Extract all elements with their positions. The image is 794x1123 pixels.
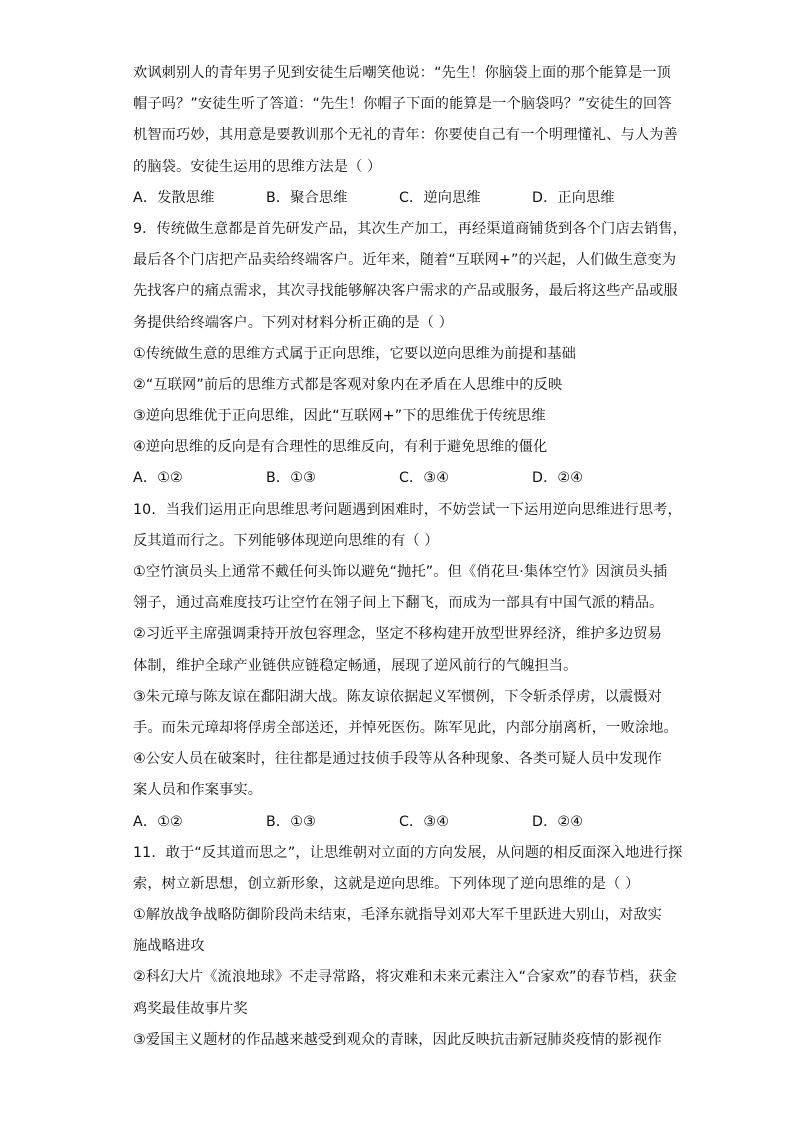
q11-item: 鸡奖最佳故事片奖	[133, 1000, 248, 1017]
q8-option-a: A．发散思维	[133, 189, 215, 206]
q8-option-c: C．逆向思维	[399, 189, 481, 206]
q10-option-c: C．③④	[399, 813, 450, 830]
q11-item: ①解放战争战略防御阶段尚未结束，毛泽东就指导刘邓大军千里跃进大别山，对敌实	[133, 907, 663, 924]
q8-option-b: B．聚合思维	[266, 189, 348, 206]
q9-option-a: A．①②	[133, 470, 183, 487]
q9-stem-line: 务提供给终端客户。下列对材料分析正确的是（ ）	[133, 314, 454, 331]
q10-item: 案人员和作案事实。	[133, 782, 263, 799]
q11-stem-line: 索，树立新思想，创立新形象，这就是逆向思维。下列体现了逆向思维的是（ ）	[133, 875, 640, 892]
q8-text-line: 机智而巧妙，其用意是要教训那个无礼的青年：你要使自己有一个明理懂礼、与人为善	[133, 127, 678, 144]
q11-item: ③爱国主义题材的作品越来越受到观众的青睐，因此反映抗击新冠肺炎疫情的影视作	[133, 1031, 663, 1048]
q9-stem-line: 先找客户的痛点需求，其次寻找能够解决客户需求的产品或服务，最后将这些产品或服	[133, 283, 678, 300]
q10-stem-line: 10．当我们运用正向思维思考问题遇到困难时，不妨尝试一下运用逆向思维进行思考，	[133, 501, 682, 518]
q10-item: 体制，维护全球产业链供应链稳定畅通，展现了逆风前行的气魄担当。	[133, 657, 578, 674]
q8-text-line: 的脑袋。安徒生运用的思维方法是（ ）	[133, 158, 382, 175]
q11-stem-line: 11．敢于“反其道而思之”，让思维朝对立面的方向发展，从问题的相反面深入地进行探	[133, 844, 683, 861]
q10-item: ③朱元璋与陈友谅在鄱阳湖大战。陈友谅依据起义军惯例，下令斩杀俘虏，以震慑对	[133, 688, 663, 705]
q8-text-line: 帽子吗？”安徒生听了答道：“先生！你帽子下面的能算是一个脑袋吗？”安徒生的回答	[133, 96, 672, 113]
q10-item: 翎子，通过高难度技巧让空竹在翎子间上下翻飞，而成为一部具有中国气派的精品。	[133, 595, 664, 612]
exam-page	[133, 58, 688, 1056]
q9-item: ③逆向思维优于正向思维，因此“互联网+”下的思维优于传统思维	[133, 408, 546, 425]
q9-stem-line: 最后各个门店把产品卖给终端客户。近年来，随着“互联网+”的兴起，人们做生意变为	[133, 252, 677, 269]
q10-item: 手。而朱元璋却将俘虏全部送还，并悼死医伤。陈军见此，内部分崩离析，一败涂地。	[133, 719, 678, 736]
q10-option-a: A．①②	[133, 813, 183, 830]
q9-option-b: B．①③	[266, 470, 316, 487]
q9-item: ②“互联网”前后的思维方式都是客观对象内在矛盾在人思维中的反映	[133, 376, 563, 393]
q9-item: ①传统做生意的思维方式属于正向思维，它要以逆向思维为前提和基础	[133, 345, 576, 362]
q9-option-d: D．②④	[532, 470, 584, 487]
q10-item: ①空竹演员头上通常不戴任何头饰以避免“抛托”。但《俏花旦·集体空竹》因演员头插	[133, 564, 668, 580]
q11-item: 施战略进攻	[133, 938, 205, 955]
q10-option-d: D．②④	[532, 813, 584, 830]
q10-stem-line: 反其道而行之。下列能够体现逆向思维的有（ ）	[133, 532, 439, 549]
q9-stem-line: 9．传统做生意都是首先研发产品，其次生产加工，再经渠道商铺货到各个门店去销售，	[133, 220, 688, 237]
q10-option-b: B．①③	[266, 813, 316, 830]
q8-options	[133, 183, 665, 214]
q8-text-line: 欢讽刺别人的青年男子见到安徒生后嘲笑他说：“先生！你脑袋上面的那个能算是一顶	[133, 65, 671, 81]
q10-item: ④公安人员在破案时，往往都是通过技侦手段等从各种现象、各类可疑人员中发现作	[133, 751, 663, 768]
q8-option-d: D．正向思维	[532, 189, 615, 206]
q9-options	[133, 463, 665, 494]
q10-item: ②习近平主席强调秉持开放包容理念，坚定不移构建开放型世界经济，维护多边贸易	[133, 626, 663, 643]
q11-item: ②科幻大片《流浪地球》不走寻常路，将灾难和未来元素注入“合家欢”的春节档，获金	[133, 969, 678, 986]
q9-item: ④逆向思维的反向是有合理性的思维反向，有利于避免思维的僵化	[133, 439, 548, 456]
q9-option-c: C．③④	[399, 470, 450, 487]
q10-options	[133, 807, 665, 838]
